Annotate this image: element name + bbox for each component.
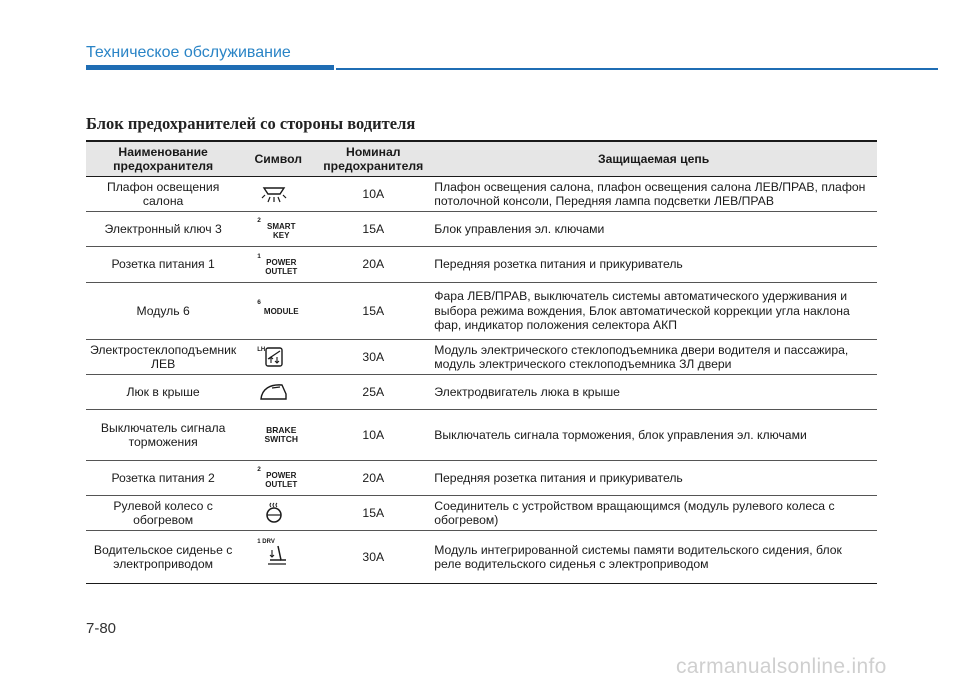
fuse-symbol	[240, 410, 316, 461]
fuse-rating: 15A	[316, 212, 430, 247]
header-rating: Номинал предохранителя	[316, 141, 430, 177]
fuse-name: Розетка питания 1	[86, 247, 240, 283]
table-row	[86, 531, 877, 584]
fuse-table	[86, 140, 877, 584]
symbol-label: 1 DRV	[257, 539, 275, 545]
fuse-symbol	[240, 283, 316, 340]
fuse-rating: 15A	[316, 283, 430, 340]
watermark: carmanualsonline.info	[676, 655, 887, 678]
power-seat-icon	[240, 532, 308, 582]
header-symbol: Символ	[240, 141, 316, 177]
table-row	[86, 340, 877, 375]
symbol-text: POWER OUTLET	[265, 257, 298, 276]
fuse-rating: 15A	[316, 496, 430, 531]
fuse-rating: 20A	[316, 461, 430, 496]
fuse-name: Рулевой колесо с обогревом	[86, 496, 240, 531]
fuse-name: Электронный ключ 3	[86, 212, 240, 247]
fuse-name: Люк в крыше	[86, 375, 240, 410]
fuse-symbol	[240, 340, 316, 375]
fuse-name: Электростеклоподъемник ЛЕВ	[86, 340, 240, 375]
fuse-circuit: Плафон освещения салона, плафон освещения салона ЛЕВ/ПРАВ, плафон потолочной консоли, Передняя лампа подсветки ЛЕВ/ПРАВ	[430, 177, 877, 212]
fuse-rating: 25A	[316, 375, 430, 410]
table-row	[86, 177, 877, 212]
table-row	[86, 375, 877, 410]
fuse-symbol	[240, 531, 316, 584]
fuse-rating: 30A	[316, 531, 430, 584]
fuse-circuit: Передняя розетка питания и прикуриватель	[430, 247, 877, 283]
fuse-rating: 10A	[316, 177, 430, 212]
heated-steering-icon	[240, 496, 308, 530]
symbol-number: 2	[257, 466, 261, 473]
fuse-circuit: Выключатель сигнала торможения, блок управления эл. ключами	[430, 410, 877, 461]
table-header-row	[86, 141, 877, 177]
fuse-symbol	[240, 461, 316, 496]
header-rule-thin	[336, 68, 938, 70]
symbol-number: 2	[257, 217, 261, 224]
fuse-name: Водительское сиденье с электроприводом	[86, 531, 240, 584]
header-fuse-name: Наименование предохранителя	[86, 141, 240, 177]
fuse-rating: 10A	[316, 410, 430, 461]
symbol-number: 1	[257, 252, 261, 260]
table-row	[86, 461, 877, 496]
fuse-circuit: Электродвигатель люка в крыше	[430, 375, 877, 410]
header-title: Техническое обслуживание	[86, 44, 291, 61]
power-window-icon	[240, 340, 308, 374]
dome-light-icon	[240, 177, 308, 211]
fuse-name: Плафон освещения салона	[86, 177, 240, 212]
table-row	[86, 496, 877, 531]
fuse-symbol	[240, 375, 316, 410]
fuse-name: Розетка питания 2	[86, 461, 240, 496]
fuse-symbol	[240, 496, 316, 531]
fuse-rating: 20A	[316, 247, 430, 283]
fuse-symbol	[240, 212, 316, 247]
table-row	[86, 410, 877, 461]
fuse-circuit: Блок управления эл. ключами	[430, 212, 877, 247]
page-number: 7-80	[86, 620, 117, 637]
section-title: Блок предохранителей со стороны водителя	[86, 114, 416, 133]
symbol-text: BRAKE SWITCH	[264, 425, 299, 444]
table-row	[86, 283, 877, 340]
fuse-name: Модуль 6	[86, 283, 240, 340]
fuse-circuit: Фара ЛЕВ/ПРАВ, выключатель системы автоматического удерживания и выбора режима вождения, Блок автоматической коррекции угла наклона фар, индикатор положения селектора АКП	[430, 283, 877, 340]
fuse-symbol	[240, 177, 316, 212]
sunroof-icon	[240, 375, 308, 409]
header-circuit: Защищаемая цепь	[430, 141, 877, 177]
table-row	[86, 247, 877, 283]
fuse-symbol	[240, 247, 316, 283]
symbol-text: MODULE	[263, 307, 299, 316]
symbol-text: POWER OUTLET	[265, 471, 298, 489]
symbol-number: 6	[257, 299, 261, 306]
fuse-name: Выключатель сигнала торможения	[86, 410, 240, 461]
fuse-rating: 30A	[316, 340, 430, 375]
symbol-label: LH	[257, 347, 266, 353]
fuse-circuit: Соединитель с устройством вращающимся (модуль рулевого колеса с обогревом)	[430, 496, 877, 531]
fuse-circuit: Модуль интегрированной системы памяти водительского сидения, блок реле водительского сиденья с электроприводом	[430, 531, 877, 584]
header-rule-thick	[86, 65, 334, 70]
fuse-circuit: Передняя розетка питания и прикуриватель	[430, 461, 877, 496]
fuse-circuit: Модуль электрического стеклоподъемника двери водителя и пассажира, модуль электрического стеклоподъемника ЗЛ двери	[430, 340, 877, 375]
symbol-text: SMART KEY	[267, 222, 296, 240]
table-row	[86, 212, 877, 247]
